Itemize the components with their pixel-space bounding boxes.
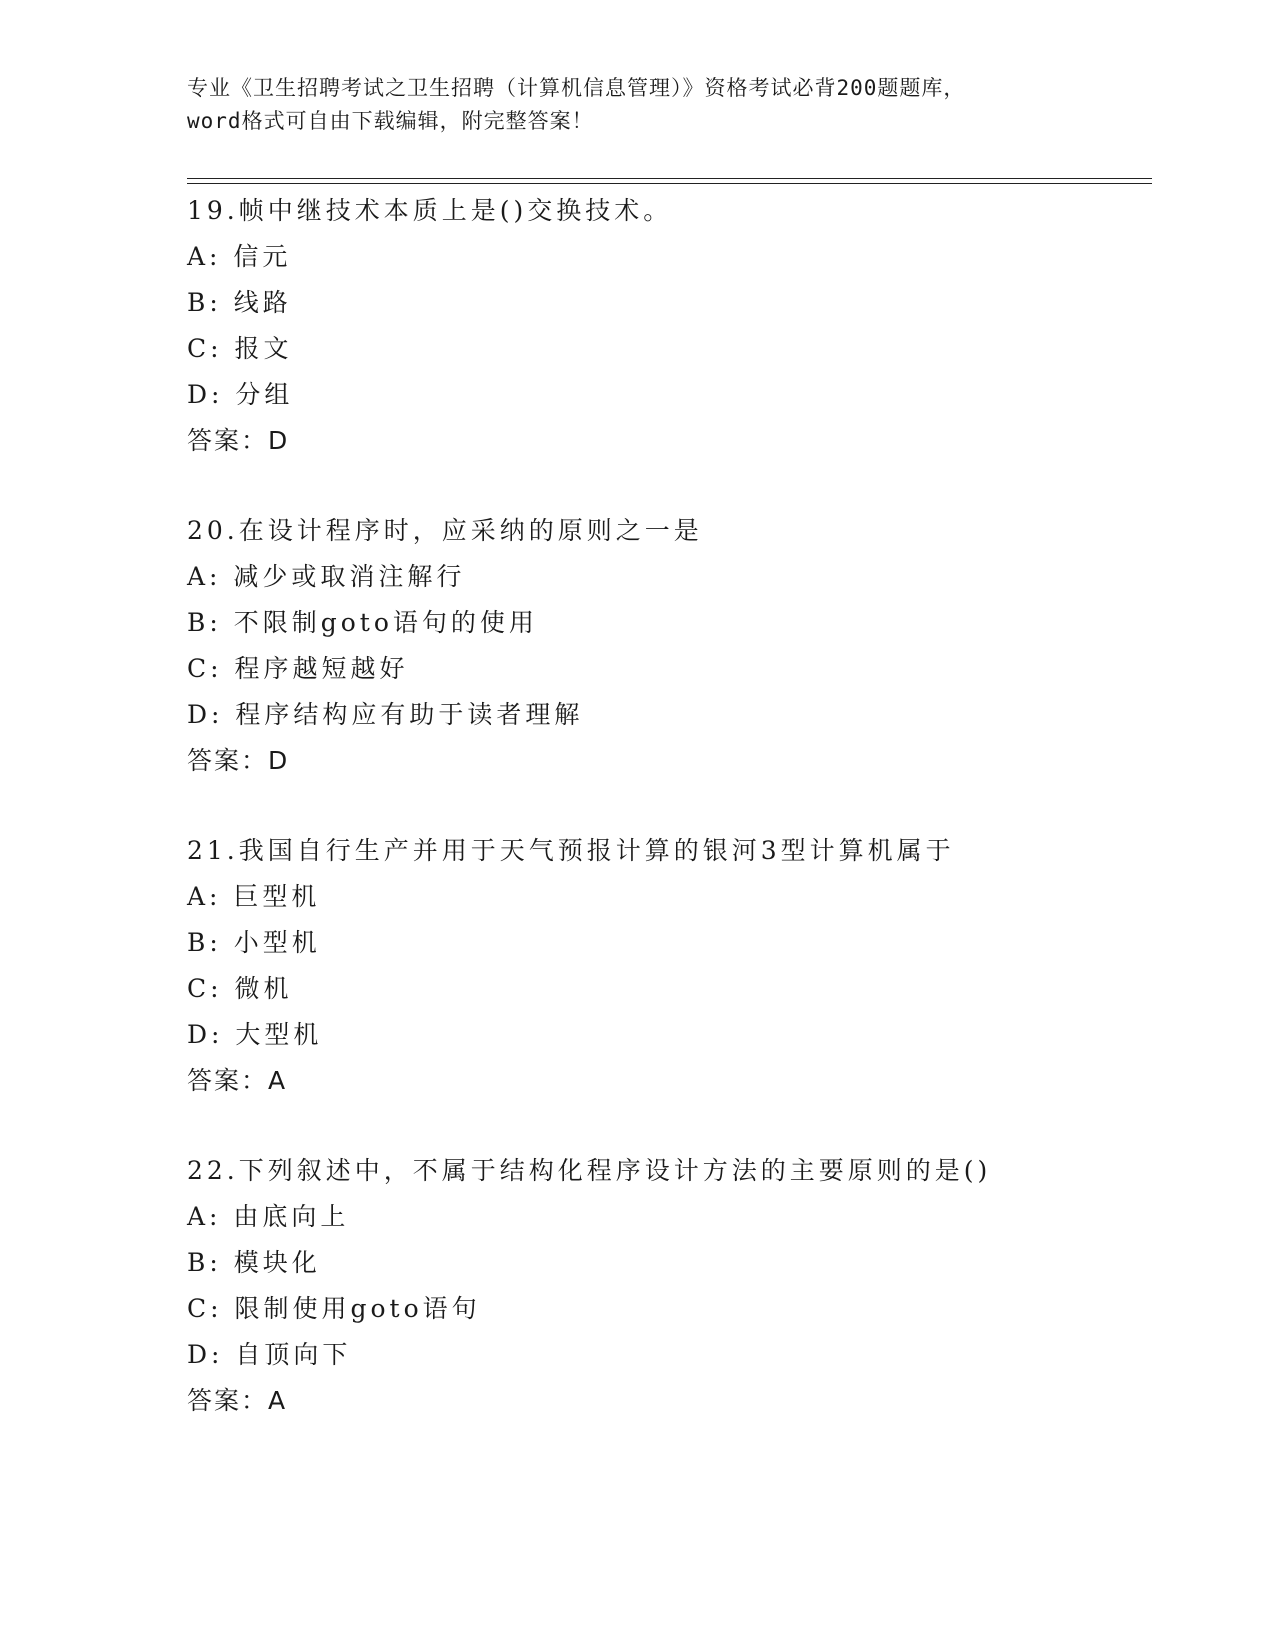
option-d: D: 分组 [187, 380, 294, 409]
header-line-2: word格式可自由下载编辑，附完整答案！ [187, 109, 594, 133]
option-b: B: 模块化 [187, 1248, 321, 1277]
option-c: C: 限制使用goto语句 [187, 1294, 481, 1323]
question-22 [187, 1148, 1147, 1424]
option-c: C: 程序越短越好 [187, 654, 409, 683]
header-line-1: 专业《卫生招聘考试之卫生招聘（计算机信息管理）》资格考试必背200题题库， [187, 76, 966, 100]
option-d: D: 程序结构应有助于读者理解 [187, 700, 584, 729]
question-stem: 19.帧中继技术本质上是()交换技术。 [187, 196, 673, 225]
answer: 答案：D [187, 746, 290, 775]
question-stem: 21.我国自行生产并用于天气预报计算的银河3型计算机属于 [187, 836, 955, 865]
answer: 答案：A [187, 1066, 288, 1095]
option-b: B: 小型机 [187, 928, 321, 957]
header-divider-top [187, 178, 1152, 179]
option-a: A: 巨型机 [187, 882, 321, 911]
question-19 [187, 188, 1147, 464]
option-a: A: 由底向上 [187, 1202, 350, 1231]
option-d: D: 自顶向下 [187, 1340, 352, 1369]
option-a: A: 信元 [187, 242, 292, 271]
option-d: D: 大型机 [187, 1020, 323, 1049]
option-a: A: 减少或取消注解行 [187, 562, 466, 591]
document-header [187, 72, 1087, 138]
answer: 答案：A [187, 1386, 288, 1415]
question-21 [187, 828, 1147, 1104]
answer: 答案：D [187, 426, 290, 455]
question-stem: 22.下列叙述中，不属于结构化程序设计方法的主要原则的是() [187, 1156, 992, 1185]
option-b: B: 不限制goto语句的使用 [187, 608, 538, 637]
option-c: C: 报文 [187, 334, 293, 363]
question-stem: 20.在设计程序时，应采纳的原则之一是 [187, 516, 703, 545]
header-divider-bottom [187, 183, 1152, 184]
option-c: C: 微机 [187, 974, 293, 1003]
option-b: B: 线路 [187, 288, 292, 317]
question-20 [187, 508, 1147, 784]
